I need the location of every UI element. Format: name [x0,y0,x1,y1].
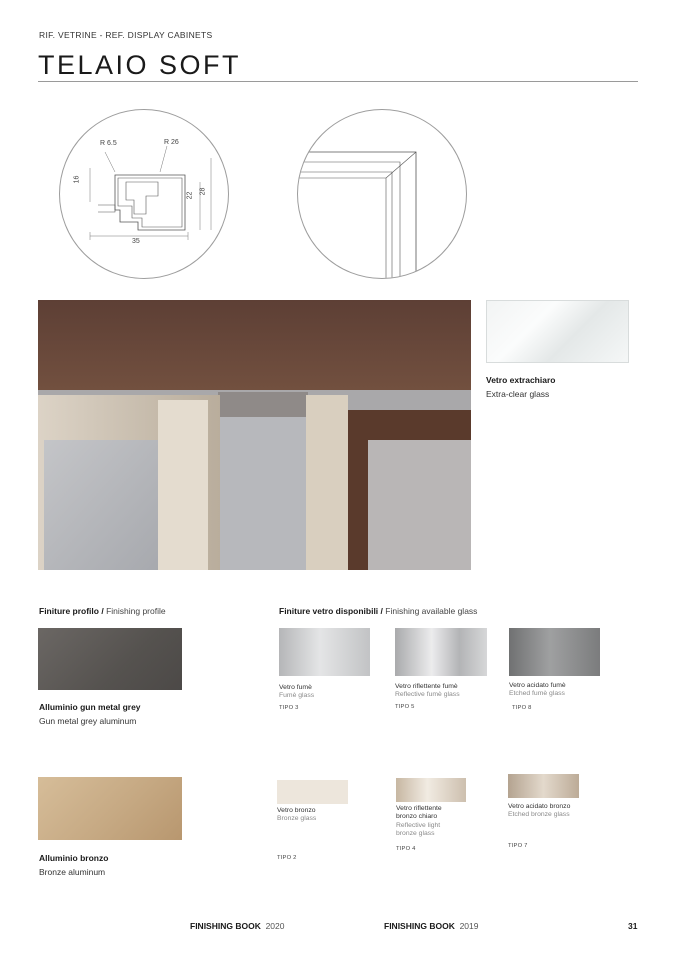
reflective-fume-name: Vetro riflettente fumè [395,683,458,690]
extra-clear-glass-subtitle: Extra-clear glass [486,389,550,399]
bronze-glass-name: Vetro bronzo [277,807,316,814]
reference-line: RIF. VETRINE - REF. DISPLAY CABINETS [39,30,213,40]
reflective-light-bronze-subtitle-line2: bronze glass [396,830,435,837]
etched-fume-tipo: TIPO 8 [512,705,532,711]
footer-book-2019: FINISHING BOOK 2019 [384,921,479,931]
cabinet-photo [38,300,471,570]
reflective-light-bronze-tipo: TIPO 4 [396,846,416,852]
bronze-glass-swatch [277,780,348,804]
profile-section-drawing [59,109,229,279]
fume-glass-name: Vetro fumè [279,684,312,691]
etched-fume-swatch [509,628,600,676]
dimension-28: 28 [199,187,207,196]
reflective-light-bronze-name-line2: bronzo chiaro [396,813,438,820]
etched-bronze-subtitle: Etched bronze glass [508,811,570,818]
etched-bronze-swatch [508,774,579,798]
bronze-glass-tipo: TIPO 2 [277,855,297,861]
reflective-light-bronze-subtitle-line1: Reflective light [396,822,441,829]
page-title: TELAIO SOFT [38,50,242,80]
dimension-r65: R 6.5 [100,140,117,147]
reflective-fume-swatch [395,628,487,676]
bronze-subtitle: Bronze aluminum [39,867,106,877]
etched-bronze-tipo: TIPO 7 [508,843,528,849]
dimension-22: 22 [186,191,194,200]
fume-glass-subtitle: Fumè glass [279,692,315,699]
bronze-swatch [38,777,182,840]
etched-bronze-name: Vetro acidato bronzo [508,803,571,810]
reflective-light-bronze-name-line1: Vetro riflettente [396,805,442,812]
extra-clear-glass-swatch [486,300,629,363]
gun-metal-subtitle: Gun metal grey aluminum [39,716,137,726]
bronze-glass-subtitle: Bronze glass [277,815,317,822]
fume-glass-tipo: TIPO 3 [279,705,299,711]
bronze-name: Alluminio bronzo [39,853,109,863]
reflective-fume-subtitle: Reflective fumè glass [395,691,460,698]
extra-clear-glass-name: Vetro extrachiaro [486,375,556,385]
finishing-glass-heading: Finiture vetro disponibili / Finishing available glass [279,606,478,616]
title-divider [38,81,638,82]
page-number: 31 [628,921,638,931]
gun-metal-swatch [38,628,182,690]
fume-glass-swatch [279,628,370,676]
etched-fume-name: Vetro acidato fumè [509,682,566,689]
reflective-light-bronze-swatch [396,778,466,802]
corner-detail-drawing [297,109,467,279]
gun-metal-name: Alluminio gun metal grey [39,702,141,712]
dimension-r26: R 26 [164,139,179,146]
dimension-35: 35 [132,238,140,245]
finishing-profile-heading: Finiture profilo / Finishing profile [39,606,166,616]
reflective-fume-tipo: TIPO 5 [395,704,415,710]
footer-book-2020: FINISHING BOOK 2020 [190,921,285,931]
etched-fume-subtitle: Etched fumè glass [509,690,565,697]
dimension-16: 16 [73,175,81,184]
